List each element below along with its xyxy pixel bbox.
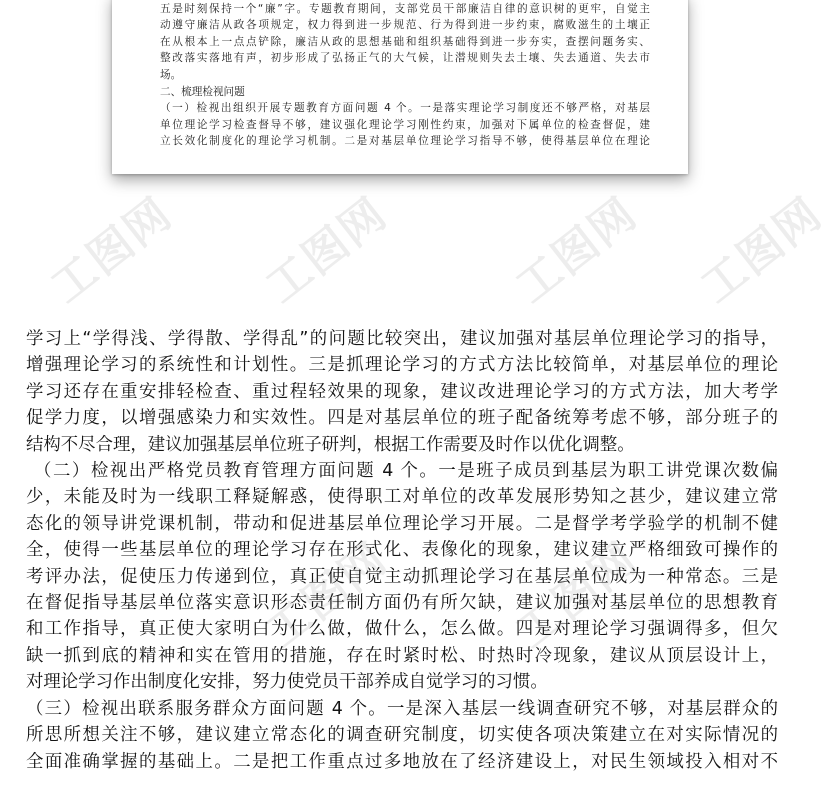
body-line: 对理论学习作出制度化安排，努力使党员干部养成自觉学习的习惯。: [26, 672, 548, 693]
body-line: 学习还存在重安排轻检查、重过程轻效果的现象，建议改进理论学习的方式方法，加大考学: [26, 381, 778, 402]
preview-text-block: [160, 0, 650, 150]
preview-line: 立长效化制度化的理论学习机制。二是对基层单位理论学习指导不够，使得基层单位在理论: [160, 135, 650, 148]
body-line: （三）检视出联系服务群众方面问题 4 个。一是深入基层一线调查研究不够，对基层群众的: [26, 698, 778, 719]
preview-line: 整改落实落地有声，初步形成了弘扬正气的大气候，让潜规则失去土壤、失去通道、失去市: [160, 52, 650, 65]
body-line: 和工作指导，真正使大家明白为什么做，做什么，怎么做。四是对理论学习强调得多，但欠: [26, 619, 778, 640]
preview-line: （一）检视出组织开展专题教育方面问题 4 个。一是落实理论学习制度还不够严格，对基层: [160, 102, 650, 115]
watermark: 工图网: [256, 532, 397, 659]
body-line: 增强理论学习的系统性和计划性。三是抓理论学习的方式方法比较简单，对基层单位的理论: [26, 355, 778, 376]
body-line: 缺一抓到底的精神和实在管用的措施，存在时紧时松、时热时冷现象，建议从顶层设计上，: [26, 645, 778, 666]
preview-line: 单位理论学习检查督导不够，建议强化理论学习刚性约束，加强对下属单位的检查督促，建: [160, 118, 650, 131]
body-line: 考评办法，促使压力传递到位，真正使自觉主动抓理论学习在基层单位成为一种常态。三是: [26, 566, 778, 587]
watermark: 工图网: [256, 187, 397, 314]
watermark: 工图网: [506, 187, 647, 314]
body-line: 结构不尽合理，建议加强基层单位班子研判，根据工作需要及时作以优化调整。: [26, 434, 635, 455]
watermark: 工图网: [691, 187, 832, 314]
preview-section-heading: 二、梳理检视问题: [160, 85, 245, 98]
body-line: （二）检视出严格党员教育管理方面问题 4 个。一是班子成员到基层为职工讲党课次数偏: [34, 461, 778, 482]
body-line: 全面准确掌握的基础上。二是把工作重点过多地放在了经济建设上，对民生领域投入相对不: [26, 751, 778, 772]
body-line: 少，未能及时为一线职工释疑解惑，使得职工对单位的改革发展形势知之甚少，建议建立常: [26, 487, 778, 508]
document-preview-card: [112, 0, 688, 174]
preview-line: 动遵守廉洁从政各项规定，权力得到进一步规范、行为得到进一步约束，腐败滋生的土壤正: [160, 19, 650, 32]
body-line: 态化的领导讲党课机制，带动和促进基层单位理论学习开展。二是督学考学验学的机制不健: [26, 513, 778, 534]
body-line: 全，使得一些基层单位的理论学习存在形式化、表像化的现象，建议建立严格细致可操作的: [26, 540, 778, 561]
body-line: 促学力度，以增强感染力和实效性。四是对基层单位的班子配备统筹考虑不够，部分班子的: [26, 408, 778, 429]
preview-line: 在从根本上一点点铲除，廉洁从政的思想基础和组织基础得到进一步夯实，查摆问题务实、: [160, 35, 650, 48]
watermark: 工图网: [506, 532, 647, 659]
body-line: 在督促指导基层单位落实意识形态责任制方面仍有所欠缺，建议加强对基层单位的思想教育: [26, 593, 778, 614]
body-line: 所思所想关注不够，建议建立常态化的调查研究制度，切实使各项决策建立在对实际情况的: [26, 725, 778, 746]
preview-line: 场。: [160, 68, 182, 81]
watermark: 工图网: [41, 187, 182, 314]
preview-line: 五是时刻保持一个“廉”字。专题教育期间，支部党员干部廉洁自律的意识树的更牢，自觉主: [160, 2, 650, 15]
body-line: 学习上“学得浅、学得散、学得乱”的问题比较突出，建议加强对基层单位理论学习的指导，: [26, 329, 778, 349]
main-body-text: [26, 326, 778, 775]
